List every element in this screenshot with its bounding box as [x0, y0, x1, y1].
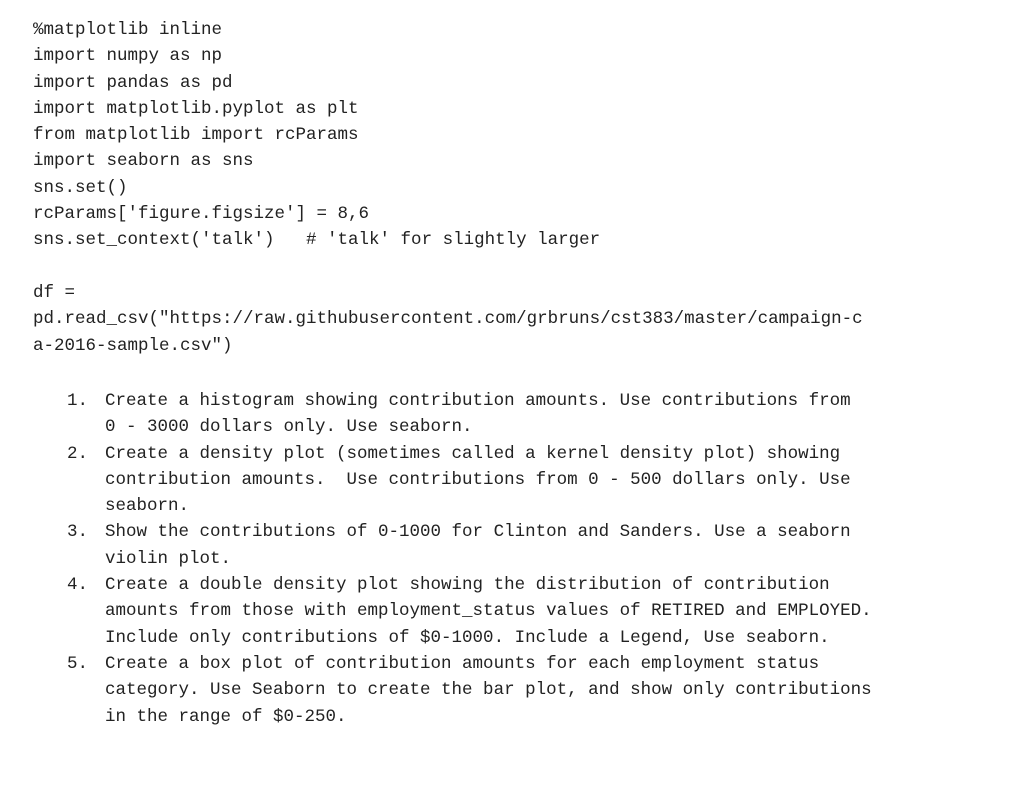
code-line: rcParams['figure.figsize'] = 8,6	[33, 204, 370, 225]
task-text-line: in the range of $0-250.	[105, 706, 347, 727]
code-line: a-2016-sample.csv")	[33, 335, 233, 356]
task-item	[33, 572, 993, 651]
task-text-line: Create a density plot (sometimes called a kernel density plot) showing	[105, 443, 841, 464]
task-text-line: Create a double density plot showing the distribution of contribution	[105, 575, 830, 596]
code-block	[33, 17, 993, 359]
code-line: sns.set_context('talk') # 'talk' for slightly larger	[33, 230, 601, 251]
task-number: 1.	[67, 391, 89, 411]
code-line: df =	[33, 282, 76, 303]
task-text-line: contribution amounts. Use contributions from 0 - 500 dollars only. Use	[105, 469, 851, 490]
task-text-line: Create a box plot of contribution amounts for each employment status	[105, 653, 820, 674]
code-line: %matplotlib inline	[33, 20, 223, 40]
task-text-line: seaborn.	[105, 496, 190, 517]
code-line: from matplotlib import rcParams	[33, 125, 359, 146]
task-item	[33, 441, 993, 520]
task-number: 4.	[67, 575, 89, 596]
task-text-line: category. Use Seaborn to create the bar plot, and show only contributions	[105, 680, 872, 701]
task-list	[33, 388, 993, 730]
code-line-blank	[33, 254, 993, 280]
task-text-line: violin plot.	[105, 548, 232, 569]
code-line: pd.read_csv("https://raw.githubusercontent.com/grbruns/cst383/master/campaign-c	[33, 309, 863, 330]
code-line: import matplotlib.pyplot as plt	[33, 98, 359, 119]
task-text-line: amounts from those with employment_status values of RETIRED and EMPLOYED.	[105, 601, 872, 622]
task-number: 3.	[67, 522, 89, 543]
task-item	[33, 388, 993, 441]
task-text-line: 0 - 3000 dollars only. Use seaborn.	[105, 417, 473, 438]
task-text-line: Include only contributions of $0-1000. Include a Legend, Use seaborn.	[105, 627, 830, 648]
code-line: import pandas as pd	[33, 72, 233, 93]
task-number: 5.	[67, 653, 89, 674]
code-line: import numpy as np	[33, 46, 223, 67]
task-item	[33, 651, 993, 730]
task-text-line: Create a histogram showing contribution amounts. Use contributions from	[105, 391, 851, 411]
code-line: sns.set()	[33, 177, 128, 198]
task-item	[33, 519, 993, 572]
task-number: 2.	[67, 443, 89, 464]
task-text-line: Show the contributions of 0-1000 for Clinton and Sanders. Use a seaborn	[105, 522, 851, 543]
code-line: import seaborn as sns	[33, 151, 254, 172]
